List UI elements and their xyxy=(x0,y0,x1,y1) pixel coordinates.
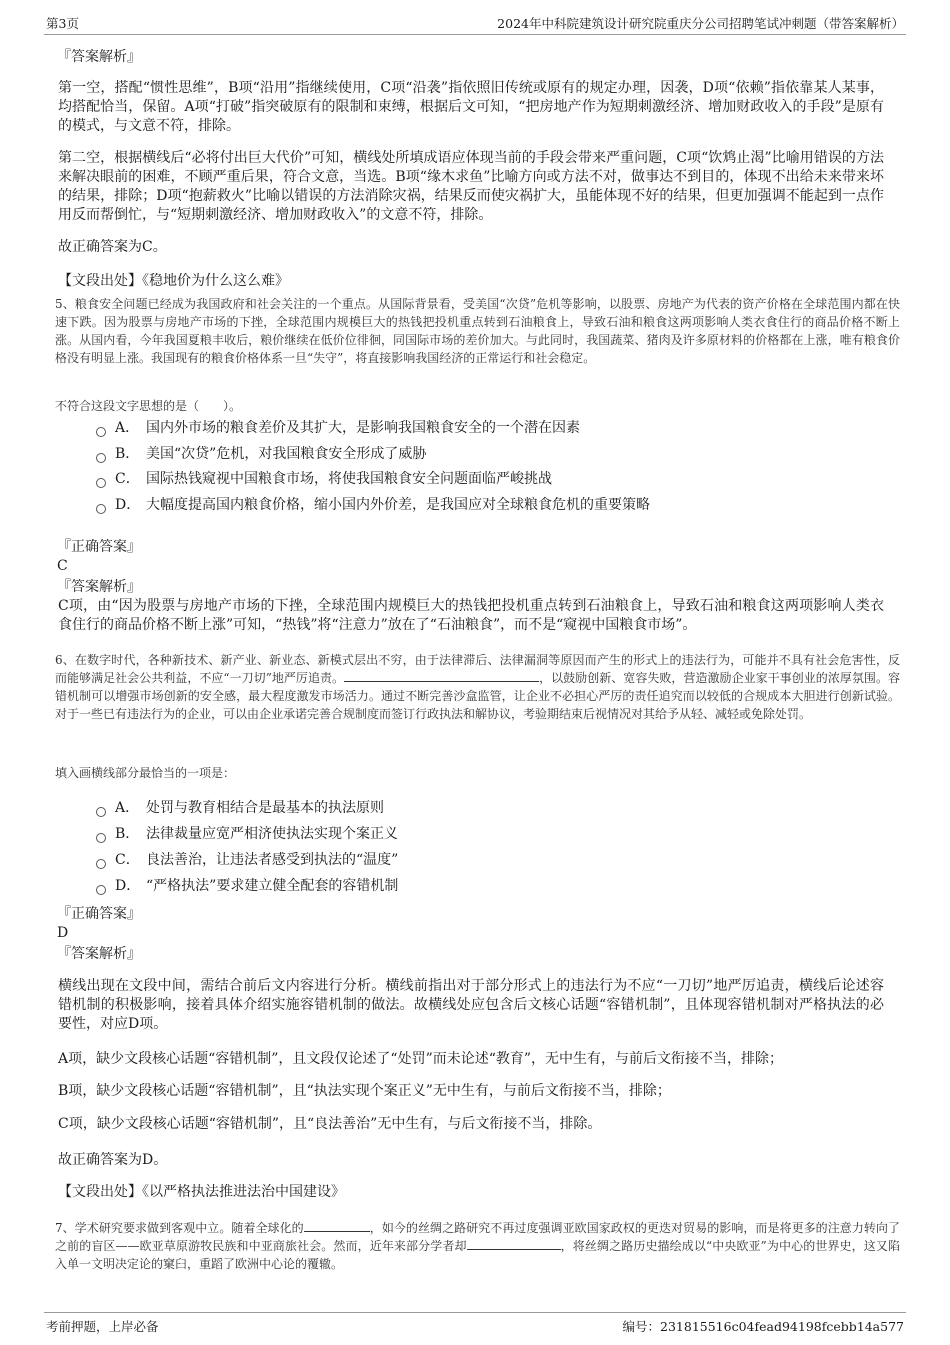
q6-exclusion-c: C项，缺少文段核心话题“容错机制”，且“良法善治”无中生有，与后文衔接不当，排除。 xyxy=(58,1116,602,1132)
q7-blank-2[interactable] xyxy=(467,1237,561,1250)
q4-analysis-label: 『答案解析』 xyxy=(57,49,141,65)
document-title: 2024年中科院建筑设计研究院重庆分公司招聘笔试冲刺题（带答案解析） xyxy=(497,16,904,31)
q4-analysis-para2: 第二空，根据横线后“必将付出巨大代价”可知，横线处所填成语应体现当前的手段会带来严重问题，C项“饮鸩止渴”比喻用错误的方法来解决眼前的困难，不顾严重后果，符合文意，当选。B项“缘木求鱼”比喻方向或方法不对，做事达不到目的，体现不出给未来带来坏的结果，排除；D项“抱薪救火”比喻以错误的方法消除灾祸，结果反而使灾祸扩大，虽能体现不好的结果，但更加强调不能起到一点作用反而帮倒忙，与“短期刺激经济、增加财政收入”的文意不符，排除。 xyxy=(58,150,884,223)
option-letter: D． xyxy=(115,878,141,894)
q6-blank[interactable] xyxy=(344,669,539,682)
radio-icon[interactable] xyxy=(96,453,106,463)
option-text: 美国“次贷”危机，对我国粮食安全形成了威胁 xyxy=(146,446,427,462)
option-letter: C． xyxy=(115,471,140,487)
radio-icon[interactable] xyxy=(96,427,106,437)
radio-icon[interactable] xyxy=(96,478,106,488)
q6-stem xyxy=(55,651,900,723)
q5-stem: 5、粮食安全问题已经成为我国政府和社会关注的一个重点。从国际背景看，受美国“次贷”危机等影响，以股票、房地产为代表的资产价格在全球范围内都在快速下跌。因为股票与房地产市场的下挫，全球范围内规模巨大的热钱把投机重点转到石油粮食上，导致石油和粮食这两项影响人类衣食住行的商品价格不断上涨。从国内看，今年我国夏粮丰收后，粮价继续在低价位徘徊，同国际市场的差价加大。与此同时，我国蔬菜、猪肉及许多原材料的价格都在上涨，唯有粮食价格没有明显上涨。我国现有的粮食价格体系一旦“失守”，将直接影响我国经济的正常运行和社会稳定。 xyxy=(55,297,900,365)
option-letter: B． xyxy=(115,446,140,462)
q6-option-a[interactable] xyxy=(96,799,384,818)
q6-exclusion-b: B项，缺少文段核心话题“容错机制”，且“执法实现个案正义”无中生有，与前后文衔接不当，排除； xyxy=(58,1083,671,1099)
q7-blank-1[interactable] xyxy=(304,1219,370,1232)
q7-stem-part2: ，如今的丝绸之路研究不再过度强调亚欧国家政权的更迭对贸易的影响，而是将更多的注意力转向了之前的盲区——欧亚草原游牧民族和中亚商旅社会。然而，近年来部分学者却 xyxy=(55,1221,900,1253)
option-text: 良法善治，让违法者感受到执法的“温度” xyxy=(146,852,399,868)
q5-option-a[interactable] xyxy=(96,419,580,438)
q5-correct-answer: C xyxy=(57,558,68,574)
q6-exclusion-a: A项，缺少文段核心话题“容错机制”，且文段仅论述了“处罚”而未论述“教育”，无中生有，与前后文衔接不当，排除； xyxy=(58,1051,784,1067)
q5-question: 不符合这段文字思想的是（ ）。 xyxy=(55,399,242,413)
q6-conclusion: 故正确答案为D。 xyxy=(58,1152,168,1168)
q6-correct-label: 『正确答案』 xyxy=(57,906,141,922)
option-text: 国际热钱窥视中国粮食市场，将使我国粮食安全问题面临严峻挑战 xyxy=(146,471,552,487)
q5-option-b[interactable] xyxy=(96,445,426,464)
q6-correct-answer: D xyxy=(57,925,69,941)
option-text: 法律裁量应宽严相济使执法实现个案正义 xyxy=(146,826,398,842)
q5-analysis: C项，由“因为股票与房地产市场的下挫，全球范围内规模巨大的热钱把投机重点转到石油粮食上，导致石油和粮食这两项影响人类衣食住行的商品价格不断上涨”可知，“热钱”将“注意力”放在了“石油粮食”，而不是“窥视中国粮食市场”。 xyxy=(58,598,884,633)
q5-analysis-label: 『答案解析』 xyxy=(57,579,141,595)
q4-source: 【文段出处】《稳地价为什么这么难》 xyxy=(58,273,289,289)
q6-stem-before: 6、在数字时代，各种新技术、新产业、新业态、新模式层出不穷，由于法律滞后、法律漏洞等原因而产生的形式上的违法行为，可能并不具有社会危害性，反而能够满足社会公共利益，不应“一刀切”地严厉追责。 xyxy=(55,653,900,685)
q6-option-b[interactable] xyxy=(96,825,398,844)
option-letter: C． xyxy=(115,852,140,868)
q5-option-c[interactable] xyxy=(96,470,552,489)
radio-icon[interactable] xyxy=(96,833,106,843)
q6-analysis: 横线出现在文段中间，需结合前后文内容进行分析。横线前指出对于部分形式上的违法行为不应“一刀切”地严厉追责，横线后论述容错机制的积极影响，接着具体介绍实施容错机制的做法。故横线处应包含后文核心话题“容错机制”，且体现容错机制对严格执法的必要性，对应D项。 xyxy=(58,978,884,1032)
option-text: 国内外市场的粮食差价及其扩大，是影响我国粮食安全的一个潜在因素 xyxy=(146,420,580,436)
option-text: 处罚与教育相结合是最基本的执法原则 xyxy=(146,800,384,816)
option-text: “严格执法”要求建立健全配套的容错机制 xyxy=(146,878,399,894)
q7-stem-part1: 7、学术研究要求做到客观中立。随着全球化的 xyxy=(55,1221,304,1235)
footer-slogan: 考前押题，上岸必备 xyxy=(46,1319,159,1334)
radio-icon[interactable] xyxy=(96,885,106,895)
q4-conclusion: 故正确答案为C。 xyxy=(58,239,167,255)
option-letter: D． xyxy=(115,497,141,513)
page-footer xyxy=(44,1312,906,1335)
option-letter: B． xyxy=(115,826,140,842)
q5-option-d[interactable] xyxy=(96,496,650,515)
q6-option-d[interactable] xyxy=(96,877,398,896)
q5-correct-label: 『正确答案』 xyxy=(57,539,141,555)
q6-analysis-label: 『答案解析』 xyxy=(57,946,141,962)
option-text: 大幅度提高国内粮食价格，缩小国内外价差，是我国应对全球粮食危机的重要策略 xyxy=(146,497,650,513)
radio-icon[interactable] xyxy=(96,504,106,514)
document-id: 编号：231815516c04fead94198fcebb14a577 xyxy=(622,1319,904,1334)
page-number: 第3页 xyxy=(46,16,79,31)
q6-stem-after: ，以鼓励创新、宽容失败，营造激励企业家干事创业的浓厚氛围。容错机制可以增强市场创新的安全感，最大程度激发市场活力。通过不断完善沙盒监管，让企业不必担心严厉的责任追究而以较低的合规成本大胆进行创新试验。对于一些已有违法行为的企业，可以由企业承诺完善合规制度而签订行政执法和解协议，考验期结束后视情况对其给予从轻、减轻或免除处罚。 xyxy=(55,671,900,721)
q6-question: 填入画横线部分最恰当的一项是： xyxy=(55,766,236,780)
radio-icon[interactable] xyxy=(96,807,106,817)
radio-icon[interactable] xyxy=(96,859,106,869)
page-header xyxy=(44,14,906,35)
option-letter: A． xyxy=(115,800,140,816)
q7-stem-part3: ，将丝绸之路历史描绘成以“中央欧亚”为中心的世界史，这又陷入单一文明决定论的窠臼，重蹈了欧洲中心论的覆辙。 xyxy=(55,1239,900,1271)
q7-stem xyxy=(55,1219,900,1273)
q6-option-c[interactable] xyxy=(96,851,398,870)
q6-source: 【文段出处】《以严格执法推进法治中国建设》 xyxy=(58,1184,345,1200)
option-letter: A． xyxy=(115,420,140,436)
q4-analysis-para1: 第一空，搭配“惯性思维”，B项“沿用”指继续使用，C项“沿袭”指依照旧传统或原有的规定办理，因袭，D项“依赖”指依靠某人某事，均搭配恰当，保留。A项“打破”指突破原有的限制和束缚，根据后文可知，“把房地产作为短期刺激经济、增加财政收入的手段”是原有的模式，与文意不符，排除。 xyxy=(58,80,884,134)
